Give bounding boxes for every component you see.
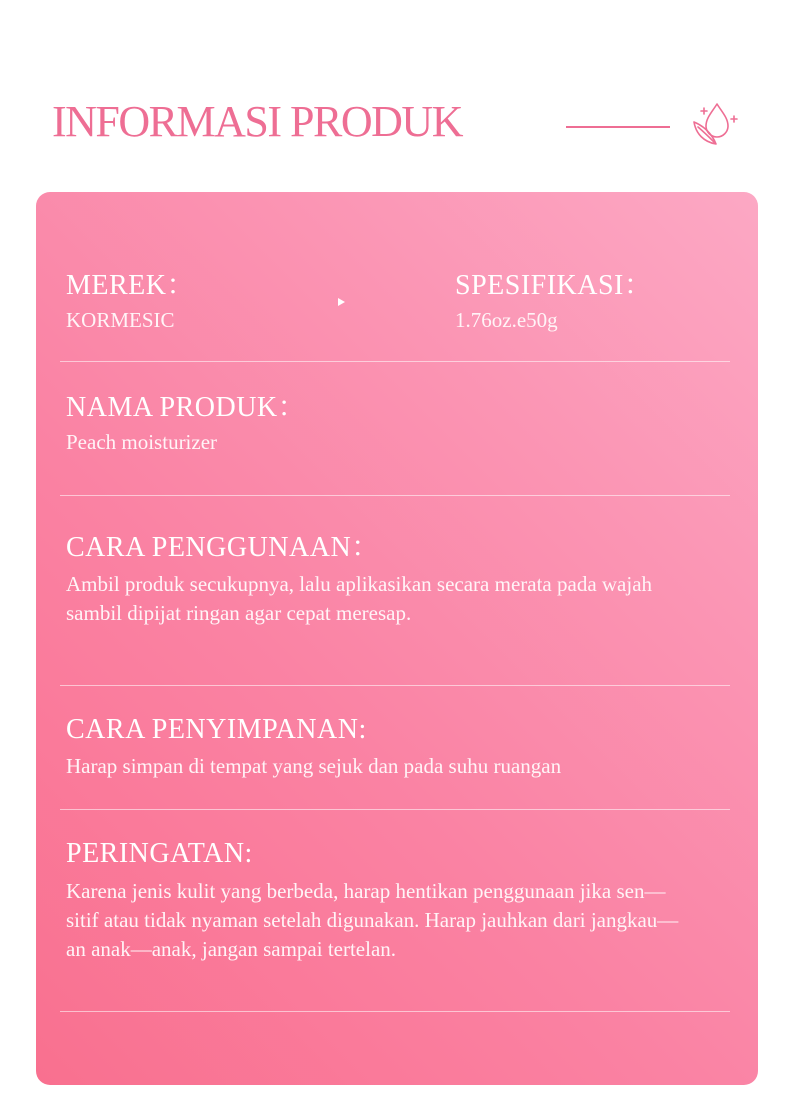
usage-label: CARA PENGGUNAAN： [66,532,380,563]
storage-label: CARA PENYIMPANAN: [66,714,367,745]
usage-line: Ambil produk secukupnya, lalu aplikasikan secara merata pada wajah [66,572,653,596]
page-title: INFORMASI PRODUK [52,97,462,146]
spec-value: 1.76oz.e50g [455,308,558,332]
spec-label: SPESIFIKASI： [455,270,653,301]
warning-label: PERINGATAN: [66,838,253,869]
product-name-value: Peach moisturizer [66,430,218,454]
divider [60,685,730,686]
divider [60,809,730,810]
usage-line: sambil dipijat ringan agar cepat meresap. [66,601,412,625]
droplet-leaf-icon [690,100,740,150]
product-name-label: NAMA PRODUK： [66,392,307,423]
warning-line: Karena jenis kulit yang berbeda, harap hentikan penggunaan jika sen— [66,879,666,903]
divider [60,495,730,496]
divider [60,361,730,362]
product-info-card [36,192,758,1085]
warning-line: sitif atau tidak nyaman setelah digunakan. Harap jauhkan dari jangkau— [66,908,679,932]
header-divider-line [566,126,670,128]
brand-value: KORMESIC [66,308,175,332]
storage-value: Harap simpan di tempat yang sejuk dan pada suhu ruangan [66,754,562,778]
brand-label: MEREK： [66,270,196,301]
divider [60,1011,730,1012]
warning-line: an anak—anak, jangan sampai tertelan. [66,937,397,961]
caret-right-icon [338,298,345,306]
